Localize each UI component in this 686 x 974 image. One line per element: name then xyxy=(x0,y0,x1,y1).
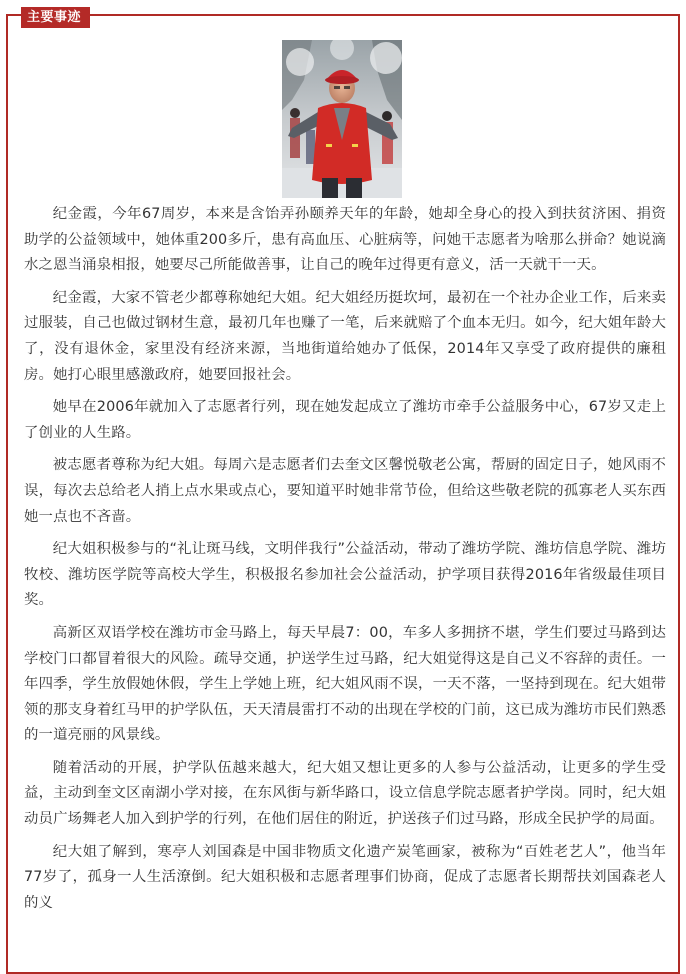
paragraph-2: 纪金霞，大家不管老少都尊称她纪大姐。纪大姐经历挺坎坷，最初在一个社办企业工作，后来卖过服装，自己也做过钢材生意，最初几年也赚了一笔，后来就赔了个血本无归。如今，纪大姐年龄大了，没有退休金，家里没有经济来源，当地街道给她办了低保，2014年又享受了政府提供的廉租房。她打心眼里感激政府，她要回报社会。 xyxy=(24,289,666,383)
portrait-photo-image xyxy=(282,40,402,198)
portrait-photo xyxy=(282,40,402,198)
paragraph-5: 纪大姐积极参与的“礼让斑马线，文明伴我行”公益活动，带动了潍坊学院、潍坊信息学院、潍坊牧校、潍坊医学院等高校大学生，积极报名参加社会公益活动，护学项目获得2016年省级最佳项目奖。 xyxy=(24,541,666,609)
article-body xyxy=(24,202,666,923)
paragraph-1: 纪金霞，今年67周岁，本来是含饴弄孙颐养天年的年龄，她却全身心的投入到扶贫济困、捐资助学的公益领域中，她体重200多斤，患有高血压、心脏病等，问她干志愿者为啥那么拼命？她说滴水之恩当涌泉相报，她要尽己所能做善事，让自己的晚年过得更有意义，活一天就干一天。 xyxy=(24,206,666,274)
paragraph-6: 高新区双语学校在潍坊市金马路上，每天早晨7：00，车多人多拥挤不堪，学生们要过马路到达学校门口都冒着很大的风险。疏导交通，护送学生过马路，纪大姐觉得这是自己义不容辞的责任。一年四季，学生放假她休假，学生上学她上班，纪大姐风雨不误，一天不落，一坚持到现在。纪大姐带领的那支身着红马甲的护学队伍，天天清晨雷打不动的出现在学校的门前，这已成为潍坊市民们熟悉的一道亮丽的风景线。 xyxy=(24,624,666,744)
paragraph-7: 随着活动的开展，护学队伍越来越大，纪大姐又想让更多的人参与公益活动，让更多的学生受益，主动到奎文区南湖小学对接，在东风街与新华路口，设立信息学院志愿者护学岗。同时，纪大姐动员广场舞老人加入到护学的行列，在他们居住的附近，护送孩子们过马路，形成全民护学的局面。 xyxy=(24,759,666,828)
paragraph-8: 纪大姐了解到，寒亭人刘国森是中国非物质文化遗产炭笔画家，被称为“百姓老艺人”，他当年77岁了，孤身一人生活潦倒。纪大姐积极和志愿者理事们协商，促成了志愿者长期帮扶刘国森老人的义 xyxy=(24,843,666,911)
section-title: 主要事迹 xyxy=(21,7,90,28)
paragraph-4: 被志愿者尊称为纪大姐。每周六是志愿者们去奎文区馨悦敬老公寓，帮厨的固定日子，她风雨不误，每次去总给老人捎上点水果或点心，要知道平时她非常节俭，但给这些敬老院的孤寡老人买东西她一点也不吝啬。 xyxy=(24,457,666,525)
paragraph-3: 她早在2006年就加入了志愿者行列，现在她发起成立了潍坊市牵手公益服务中心，67岁又走上了创业的人生路。 xyxy=(24,399,666,441)
